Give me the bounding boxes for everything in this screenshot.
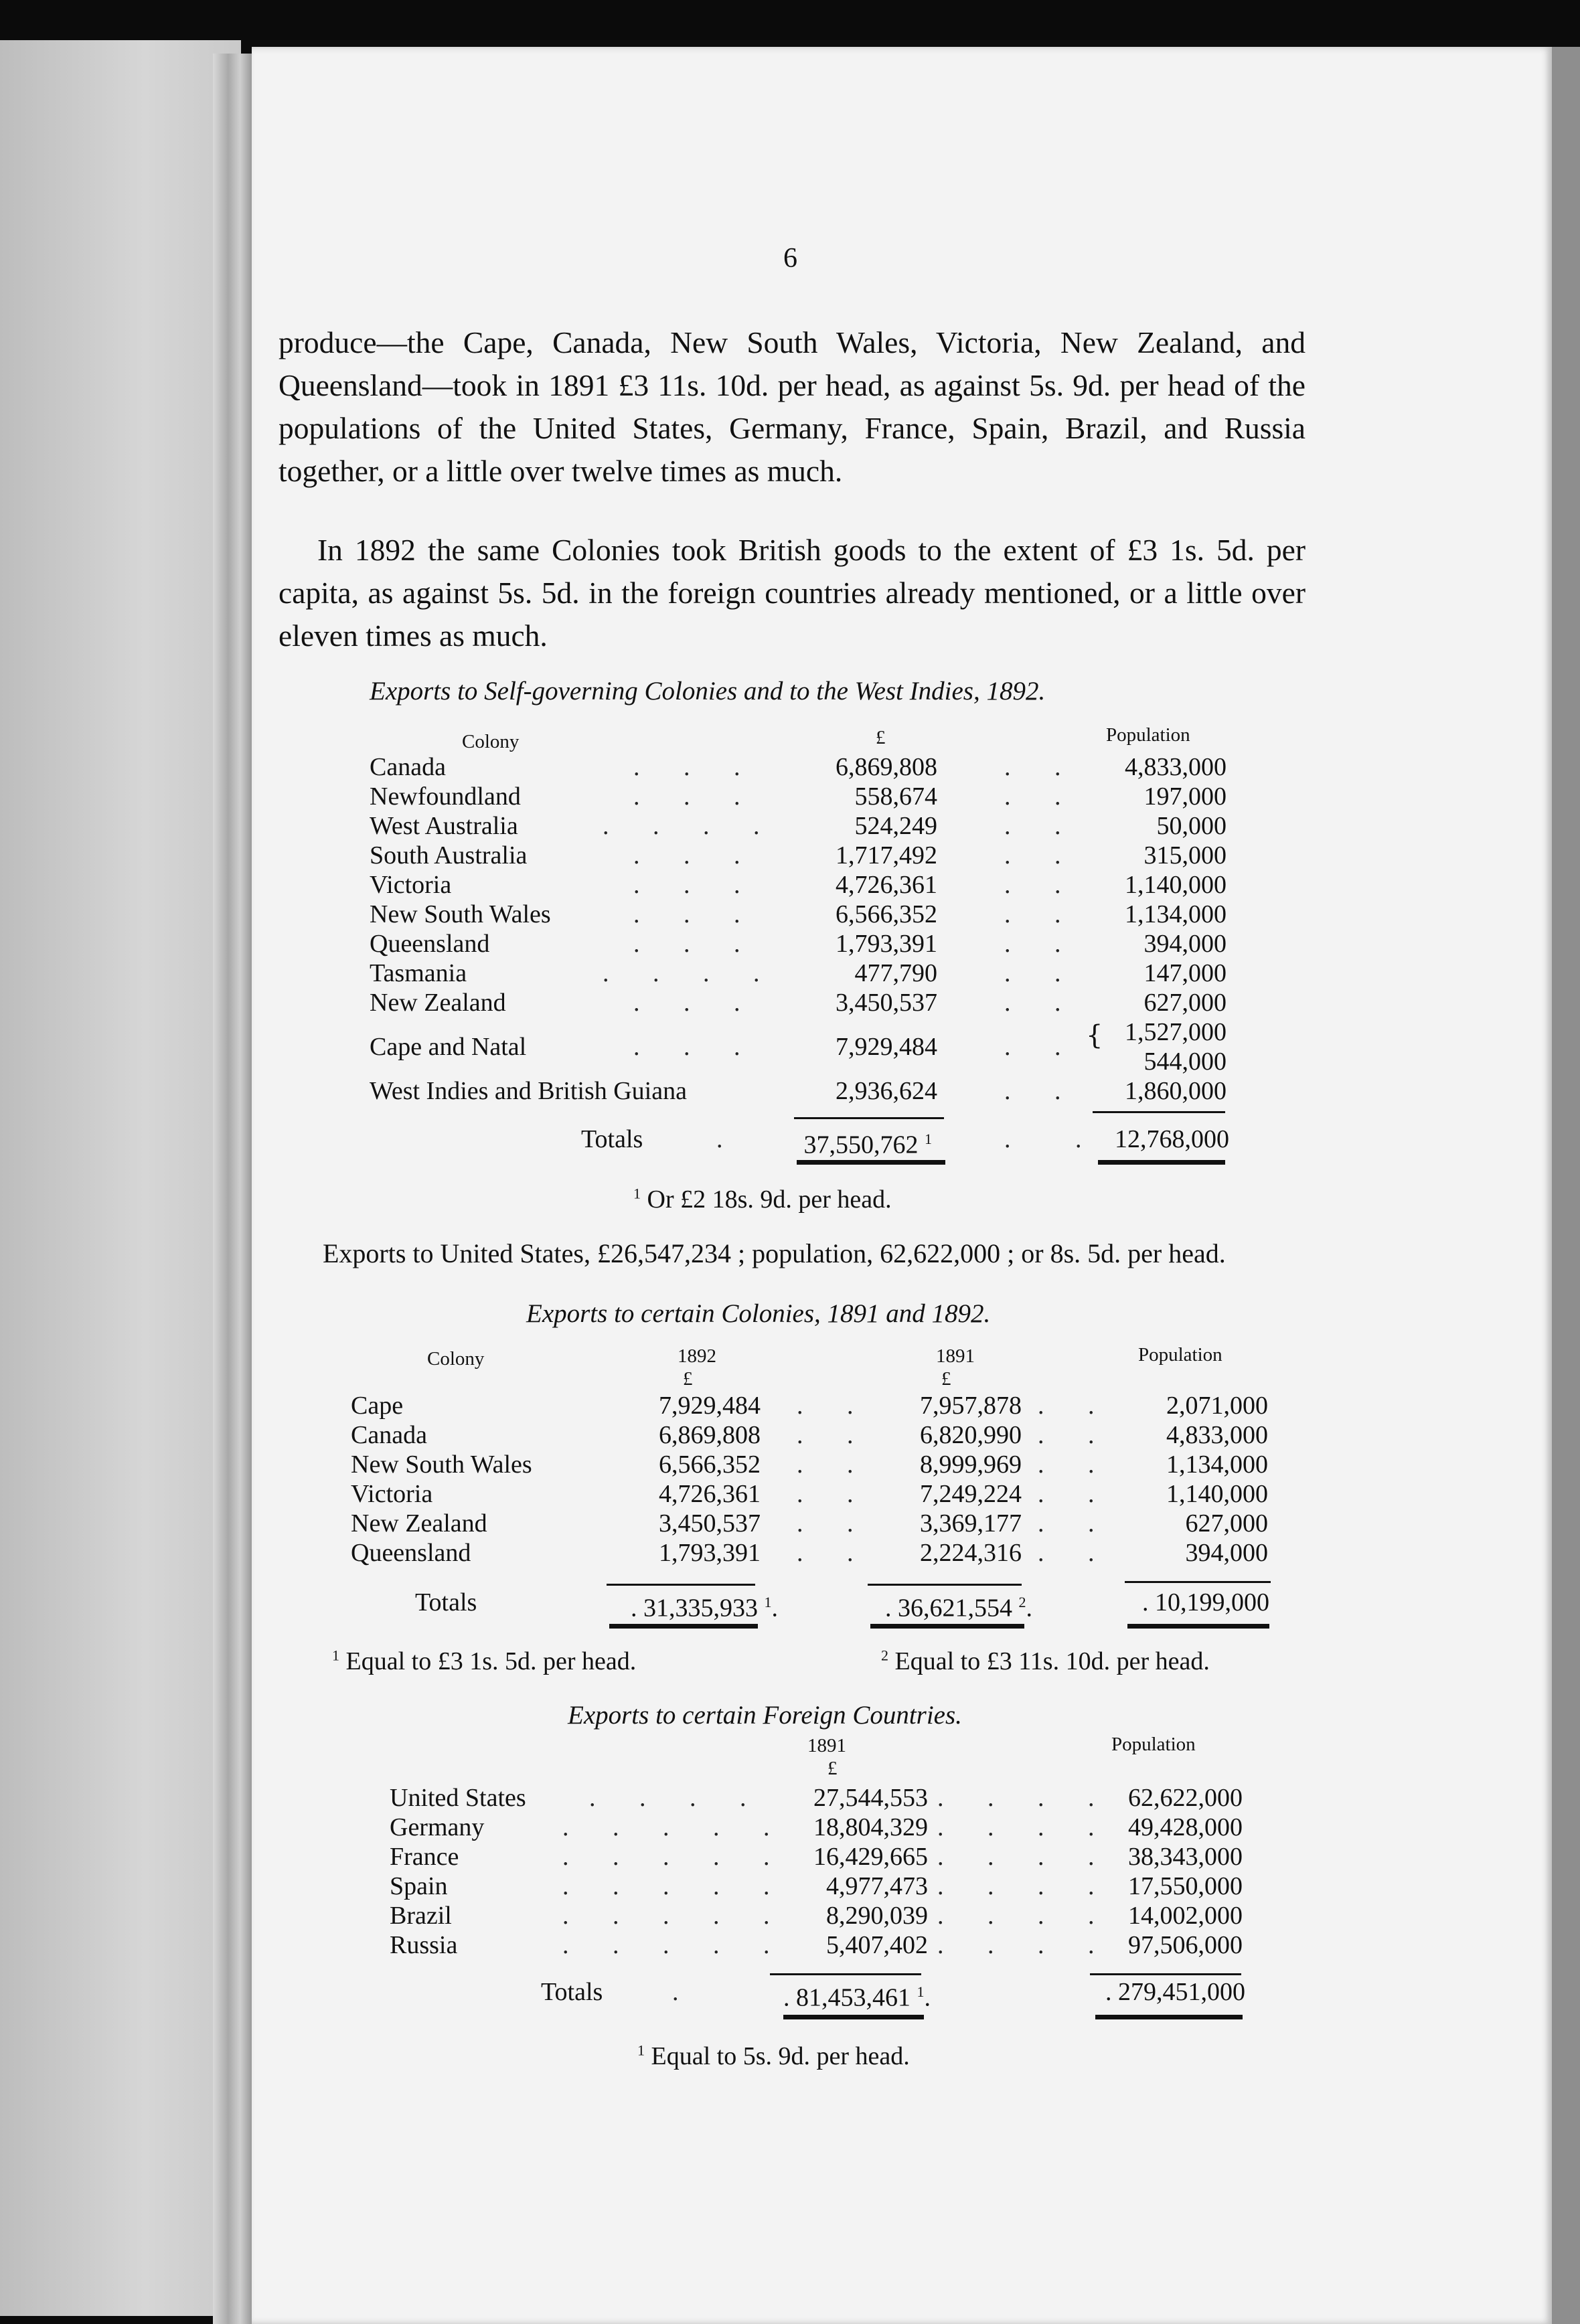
table2-row-1892: 1,793,391: [659, 1539, 761, 1567]
table2-caption: Exports to certain Colonies, 1891 and 1892.: [526, 1299, 991, 1328]
table1-row-colony: West Australia: [370, 812, 518, 840]
table1-row-population: 315,000: [1143, 841, 1227, 869]
table3-row-dots-2: . . . .: [937, 1843, 1113, 1871]
table2-row-1892: 4,726,361: [659, 1480, 761, 1508]
table3-row-country: Spain: [390, 1872, 448, 1900]
table2-row-1891: 2,224,316: [920, 1539, 1022, 1567]
table2-header-pound-1892: £: [683, 1368, 693, 1390]
table2-double-rule-1892: [609, 1624, 758, 1629]
table2-row-colony: New Zealand: [351, 1509, 487, 1538]
table1-row-colony: New Zealand: [370, 989, 506, 1017]
table1-row-dots-2: . .: [1004, 1033, 1080, 1061]
table1-row-population: 197,000: [1143, 782, 1227, 811]
table3-footnote: $^1$ Equal to 5s. 9d. per head.: [637, 2042, 910, 2070]
table1-row-population: 1,527,000: [1125, 1018, 1227, 1046]
table1-rule-population: [1093, 1111, 1225, 1113]
table2-row-dots-2: . .: [1038, 1450, 1113, 1479]
table1-row-dots-2: . .: [1004, 959, 1080, 987]
table2-header-pound-1891: £: [941, 1368, 951, 1390]
table1-row-colony: South Australia: [370, 841, 528, 869]
table2-row-1891: 3,369,177: [920, 1509, 1022, 1538]
table2-row-dots-2: . .: [1038, 1392, 1113, 1420]
table1-row-colony: Tasmania: [370, 959, 467, 987]
table1-row-value: 7,929,484: [836, 1033, 937, 1061]
table2-row-1892: 7,929,484: [659, 1392, 761, 1420]
table3-row-dots: . . . .: [589, 1784, 765, 1812]
table3-row-dots: . . . . .: [562, 1813, 789, 1841]
table1-row-dots-2: . .: [1004, 871, 1080, 899]
table2-row-dots-2: . .: [1038, 1421, 1113, 1449]
table3-row-dots-2: . . . .: [937, 1931, 1113, 1959]
table3-row-population: 97,506,000: [1128, 1931, 1243, 1959]
table1-footnote: $^1$ Or £2 18s. 9d. per head.: [633, 1185, 892, 1214]
table2-row-dots: . .: [797, 1480, 872, 1508]
table2-totals-label: Totals: [415, 1588, 477, 1616]
table1-row-value: 6,566,352: [836, 900, 937, 928]
table3-total-value: . 81,453,461 $^1$.: [783, 1983, 931, 2012]
table1-row-population: 50,000: [1156, 812, 1227, 840]
table2-rule-1892: [607, 1584, 755, 1586]
table2-row-1892: 3,450,537: [659, 1509, 761, 1538]
brace-symbol: {: [1086, 1020, 1103, 1051]
page-edge: [1552, 47, 1580, 2324]
table1-row-value: 6,869,808: [836, 753, 937, 781]
table1-row-dots: . . . .: [603, 959, 779, 987]
table3-row-country: Brazil: [390, 1902, 452, 1930]
paragraph-1: produce—the Cape, Canada, New South Wales, Victoria, New Zealand, and Queensland—took in 1891 £3 11s. 10d. per head, as against 5s. 9d. per head of the populations of the United States, Germany, France, Spain, Brazil, and Russia together, or a little over twelve times as much.: [279, 325, 1306, 488]
table1-row-dots: . . .: [633, 841, 759, 869]
table2-rule-population: [1125, 1581, 1271, 1583]
table2-row-1891: 6,820,990: [920, 1421, 1022, 1449]
table1-row-population: 4,833,000: [1125, 753, 1227, 781]
table1-row-colony: Newfoundland: [370, 782, 521, 811]
table2-row-population: 1,140,000: [1166, 1480, 1268, 1508]
table2-row-1892: 6,566,352: [659, 1450, 761, 1479]
table2-row-1892: 6,869,808: [659, 1421, 761, 1449]
table2-double-rule-1891: [870, 1624, 1024, 1629]
table3-double-rule-population: [1095, 2015, 1243, 2019]
table1-total-value: 37,550,762 $^1$: [803, 1131, 932, 1159]
table2-row-population: 394,000: [1185, 1539, 1268, 1567]
table1-row-value: 1,717,492: [836, 841, 937, 869]
table3-row-country: France: [390, 1843, 459, 1871]
table3-row-population: 62,622,000: [1128, 1784, 1243, 1812]
table2-total-1892: . 31,335,933 $^1$.: [631, 1594, 778, 1623]
table2-header-1891: 1891: [936, 1345, 975, 1367]
table1-row-value: 477,790: [854, 959, 937, 987]
table1-double-rule-population: [1098, 1160, 1225, 1165]
table1-row-value: 3,450,537: [836, 989, 937, 1017]
table3-row-country: Germany: [390, 1813, 485, 1841]
paragraph-2: In 1892 the same Colonies took British goods to the extent of £3 1s. 5d. per capita, as against 5s. 5d. in the foreign countries already mentioned, or a little over eleven times as much.: [279, 533, 1306, 653]
underlying-page: [0, 40, 241, 2316]
table2-row-dots: . .: [797, 1450, 872, 1479]
table1-header-colony: Colony: [462, 731, 520, 752]
table1-total-population: 12,768,000: [1115, 1125, 1229, 1153]
table3-row-country: United States: [390, 1784, 526, 1812]
table3-row-dots-2: . . . .: [937, 1872, 1113, 1900]
table1-caption: Exports to Self-governing Colonies and to the West Indies, 1892.: [370, 677, 1046, 706]
table1-row-colony: New South Wales: [370, 900, 551, 928]
table1-row-colony: Victoria: [370, 871, 452, 899]
table3-total-population: . 279,451,000: [1105, 1978, 1245, 2006]
table1-row-dots-2: . .: [1004, 841, 1080, 869]
table2-footnote-2: $^2$ Equal to £3 11s. 10d. per head.: [881, 1647, 1210, 1675]
table2-row-dots-2: . .: [1038, 1509, 1113, 1538]
table3-row-value: 5,407,402: [826, 1931, 928, 1959]
table1-row-population: 627,000: [1143, 989, 1227, 1017]
table2-row-population: 4,833,000: [1166, 1421, 1268, 1449]
table1-row-dots: . . .: [633, 900, 759, 928]
table3-header-1891: 1891: [807, 1735, 846, 1756]
page-number: 6: [783, 243, 797, 274]
table2-row-population: 1,134,000: [1166, 1450, 1268, 1479]
table2-row-colony: Victoria: [351, 1480, 433, 1508]
table1-header-population: Population: [1106, 724, 1190, 746]
table2-header-1892: 1892: [678, 1345, 716, 1367]
table1-header-pound: £: [876, 727, 886, 748]
table1-row-dots: . . .: [633, 1033, 759, 1061]
table1-row-population: 1,860,000: [1125, 1077, 1227, 1105]
table1-row-dots-2: . .: [1004, 812, 1080, 840]
table1-row-dots: . . .: [633, 930, 759, 958]
table2-row-dots-2: . .: [1038, 1480, 1113, 1508]
table1-rule-value: [794, 1117, 944, 1119]
table1-row-dots: . . . .: [603, 812, 779, 840]
table1-row-population: 147,000: [1143, 959, 1227, 987]
table2-rule-1891: [868, 1584, 1022, 1586]
table3-header-population: Population: [1111, 1734, 1196, 1755]
table3-row-population: 17,550,000: [1128, 1872, 1243, 1900]
table2-row-colony: Canada: [351, 1421, 427, 1449]
table1-row-dots-2: . .: [1004, 782, 1080, 811]
table1-dots-2: .: [1004, 1125, 1030, 1153]
table2-row-colony: New South Wales: [351, 1450, 532, 1479]
table2-header-colony: Colony: [427, 1348, 485, 1370]
table2-row-population: 627,000: [1185, 1509, 1268, 1538]
table2-row-dots: . .: [797, 1539, 872, 1567]
table1-row-value: 558,674: [854, 782, 937, 811]
table1-row-population: 394,000: [1143, 930, 1227, 958]
table2-row-colony: Cape: [351, 1392, 404, 1420]
table1-row-dots-2: . .: [1004, 989, 1080, 1017]
table3-rule-value: [770, 1973, 921, 1975]
table3-row-dots: . . . . .: [562, 1902, 789, 1930]
table1-row-dots: . . .: [633, 989, 759, 1017]
table1-row-dots-2: . .: [1004, 1077, 1080, 1105]
table1-row-dots-2: . .: [1004, 753, 1080, 781]
table1-row-value: 1,793,391: [836, 930, 937, 958]
table1-row-dots: . . .: [633, 753, 759, 781]
table3-row-population: 38,343,000: [1128, 1843, 1243, 1871]
book-spine: [213, 54, 252, 2324]
table2-row-1891: 7,249,224: [920, 1480, 1022, 1508]
table2-row-dots: . .: [797, 1509, 872, 1538]
table1-double-rule-value: [797, 1160, 945, 1165]
table1-row-value: 2,936,624: [836, 1077, 937, 1105]
table1-row-value: 524,249: [854, 812, 937, 840]
table1-row-dots-2: . .: [1004, 930, 1080, 958]
table3-totals-label: Totals: [541, 1978, 603, 2006]
table1-row-colony: Canada: [370, 753, 446, 781]
table1-row-population: 1,134,000: [1125, 900, 1227, 928]
table1-dots-3: .: [1075, 1125, 1101, 1153]
table3-header-pound: £: [827, 1758, 838, 1779]
table3-row-country: Russia: [390, 1931, 458, 1959]
table1-row-dots-2: . .: [1004, 900, 1080, 928]
table2-total-1891: . 36,621,554 $^2$.: [885, 1594, 1032, 1623]
table2-row-dots: . .: [797, 1421, 872, 1449]
table3-row-dots: . . . . .: [562, 1872, 789, 1900]
table1-totals-label: Totals: [581, 1125, 643, 1153]
table3-row-value: 4,977,473: [826, 1872, 928, 1900]
table1-row-dots: . . .: [633, 871, 759, 899]
table2-row-dots-2: . .: [1038, 1539, 1113, 1567]
table1-row-colony: Cape and Natal: [370, 1033, 527, 1061]
table1-row-colony: West Indies and British Guiana: [370, 1077, 687, 1105]
table1-row-dots: . . .: [633, 782, 759, 811]
table2-double-rule-population: [1127, 1624, 1269, 1629]
table3-row-dots: . . . . .: [562, 1843, 789, 1871]
table3-row-population: 49,428,000: [1128, 1813, 1243, 1841]
table3-row-dots-2: . . . .: [937, 1813, 1113, 1841]
table2-row-population: 2,071,000: [1166, 1392, 1268, 1420]
table2-row-colony: Queensland: [351, 1539, 471, 1567]
table3-row-dots-2: . . . .: [937, 1902, 1113, 1930]
us-exports-line: Exports to United States, £26,547,234 ; population, 62,622,000 ; or 8s. 5d. per head.: [323, 1238, 1226, 1268]
table3-row-value: 18,804,329: [813, 1813, 928, 1841]
table3-caption: Exports to certain Foreign Countries.: [568, 1701, 962, 1730]
table1-row-population: 1,140,000: [1125, 871, 1227, 899]
table3-row-value: 27,544,553: [813, 1784, 928, 1812]
table3-row-dots-2: . . . .: [937, 1784, 1113, 1812]
table2-header-population: Population: [1138, 1344, 1222, 1365]
table2-row-1891: 8,999,969: [920, 1450, 1022, 1479]
table3-double-rule-value: [783, 2015, 924, 2019]
table3-row-value: 8,290,039: [826, 1902, 928, 1930]
table2-total-population: . 10,199,000: [1142, 1588, 1269, 1616]
table2-row-1891: 7,957,878: [920, 1392, 1022, 1420]
table2-footnote-1: $^1$ Equal to £3 1s. 5d. per head.: [332, 1647, 637, 1675]
table3-row-population: 14,002,000: [1128, 1902, 1243, 1930]
table2-row-dots: . .: [797, 1392, 872, 1420]
table3-row-value: 16,429,665: [813, 1843, 928, 1871]
table1-dots: .: [716, 1125, 742, 1153]
table1-row-population-2: 544,000: [1143, 1048, 1227, 1076]
table1-row-colony: Queensland: [370, 930, 490, 958]
table3-row-dots: . . . . .: [562, 1931, 789, 1959]
table3-rule-population: [1090, 1973, 1241, 1975]
table1-row-value: 4,726,361: [836, 871, 937, 899]
table3-dots: .: [672, 1978, 698, 2006]
